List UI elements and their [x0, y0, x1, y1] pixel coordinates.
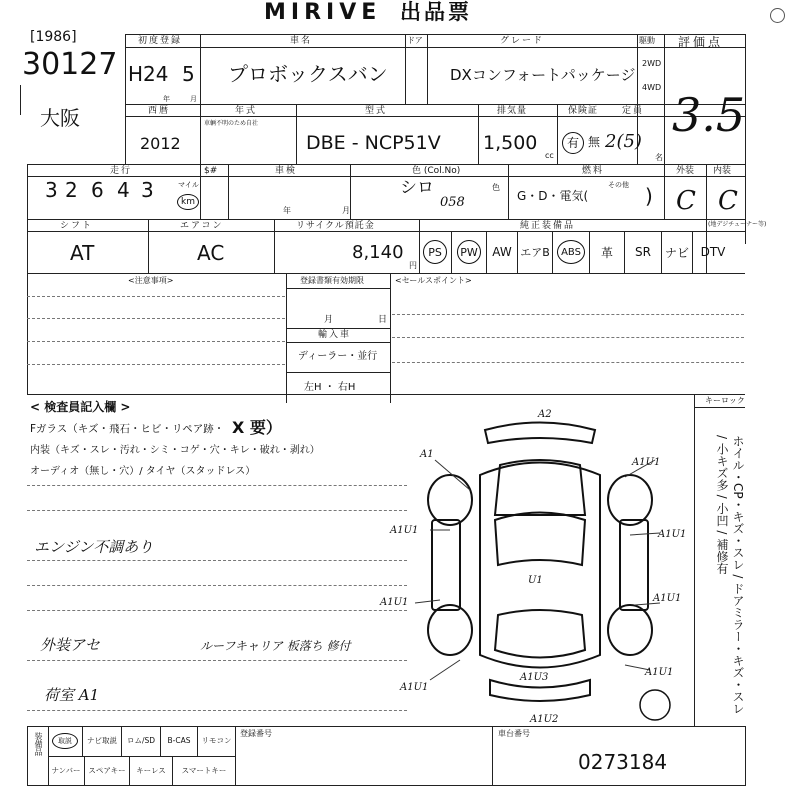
label-door: ドア — [407, 36, 423, 45]
equip-pw: PW — [452, 231, 487, 273]
side-damage-legend: ホイル・CP・キズ・スレ / ドアミラー・キズ・スレ / 小キズ多 / 小凹 / 補修有 — [715, 435, 745, 715]
fuel-close-paren: ) — [645, 184, 653, 208]
label-capacity: 定員 — [622, 106, 645, 116]
fuel-value: G・D・電気( — [517, 189, 589, 203]
shift-value: AT — [70, 241, 95, 265]
bottom-equip-navi-manual: ナビ取説 — [83, 726, 122, 756]
km-unit: km — [177, 194, 199, 210]
location: 大阪 — [40, 106, 80, 130]
damage-mark: A1 — [420, 449, 434, 460]
drive-4wd: 4WD — [642, 83, 662, 92]
label-shift: シフト — [60, 221, 94, 231]
equip-abs: ABS — [553, 231, 590, 273]
year-tag: [1986] — [30, 29, 77, 45]
form-title: 出品票 — [400, 0, 472, 24]
label-mileage: 走行 — [110, 166, 133, 176]
cc-unit: cc — [545, 151, 554, 160]
mileage-box — [45, 180, 175, 214]
score-value: 3.5 — [672, 88, 746, 142]
equip-navi: ナビ — [662, 231, 693, 273]
label-chassis: 車台番号 — [498, 729, 530, 738]
mileage-digit: 6 — [91, 178, 104, 202]
label-import: 輸入車 — [318, 330, 352, 340]
import-dealer: ディーラー・並行 — [298, 351, 378, 362]
equip-dtv: DTV — [700, 245, 726, 259]
bottom-equip-smart-key: スマートキー — [181, 766, 227, 775]
bottom-equip-row2 — [48, 757, 235, 785]
insurance-yes: 有 — [562, 132, 584, 154]
label-score: 評価点 — [678, 35, 724, 49]
label-reg-number: 登録番号 — [240, 729, 272, 738]
bottom-equip-remote: リモコン — [201, 736, 232, 745]
label-equip-side: 装備品 — [34, 732, 43, 756]
reg-note: 車輌不明のため自社 — [204, 120, 259, 127]
label-displacement: 排気量 — [497, 106, 528, 116]
label-sales-point: <セールスポイント> — [395, 276, 472, 285]
label-reg-deadline: 登録書類有効期限 — [300, 276, 364, 285]
equip-aw: AW — [487, 231, 518, 273]
damage-mark: A1U1 — [632, 457, 661, 468]
label-car-name: 車名 — [290, 36, 313, 46]
label-recycle: リサイクル預託金 — [296, 221, 375, 231]
insurance-no: 無 — [588, 135, 601, 149]
insp-month: 月 — [342, 206, 350, 215]
deadline-day: 日 — [378, 315, 388, 325]
exterior-value: C — [676, 186, 696, 216]
first-reg-era: H24 — [128, 62, 169, 86]
person-unit: 名 — [655, 153, 663, 162]
label-equipment: 純正装備品 — [520, 221, 576, 231]
label-exterior: 外装 — [676, 166, 695, 176]
bottom-equip-rom: ロム/SD — [122, 726, 161, 756]
handwritten-roof-carrier-note: ルーフキャリア 板落ち 修付 — [200, 639, 351, 653]
model-code: DBE - NCP51V — [306, 132, 441, 154]
deadline-month: 月 — [324, 315, 334, 325]
inspect-glass-mark: X 要） — [232, 418, 282, 437]
handwritten-cargo-note: 荷室 A1 — [44, 686, 100, 704]
damage-mark: A1U1 — [658, 529, 687, 540]
interior-value: C — [718, 186, 738, 216]
label-inspection: 車検 — [275, 166, 298, 176]
hole-mark — [770, 8, 785, 23]
damage-mark: A1U1 — [645, 667, 674, 678]
mileage-digit: 3 — [141, 178, 154, 202]
label-insurance: 保険証 — [568, 106, 599, 116]
inspect-interior: 内装（キズ・スレ・汚れ・シミ・コゲ・穴・キレ・破れ・剥れ） — [30, 445, 320, 456]
damage-mark: A1U2 — [530, 714, 559, 725]
label-notes: <注意事項> — [128, 276, 174, 285]
bottom-equip-plate: ナンバー — [48, 757, 85, 785]
label-fuel: 燃料 — [582, 166, 605, 176]
mileage-digit: 2 — [65, 178, 78, 202]
damage-mark: A1U1 — [653, 593, 682, 604]
damage-mark: U1 — [528, 575, 543, 586]
damage-mark: A1U1 — [400, 682, 429, 693]
color-value: シロ — [400, 178, 434, 198]
label-interior: 内装 — [713, 166, 732, 176]
color-char: 色 — [492, 183, 500, 192]
displacement-value: 1,500 — [483, 132, 538, 154]
label-aircon: エアコン — [180, 221, 224, 231]
label-year-small: 年 — [163, 95, 170, 103]
damage-mark: A1U1 — [390, 525, 419, 536]
inspect-audio-tire: オーディオ（無し・穴）/ タイヤ（スタッドレス） — [30, 466, 256, 477]
label-model: 型式 — [365, 106, 388, 116]
damage-mark: A1U3 — [520, 672, 549, 683]
chassis-number: 0273184 — [578, 750, 668, 774]
label-model-year: 年式 — [235, 106, 258, 116]
equip-airbag: エアB — [518, 231, 553, 273]
equipment-row — [419, 231, 745, 273]
nav-tuner-note: (地デジチューナー等) — [708, 221, 767, 228]
label-month-small: 月 — [190, 95, 197, 103]
lot-number: 30127 — [22, 47, 118, 82]
recycle-value: 8,140 — [352, 242, 404, 263]
damage-mark: A2 — [538, 409, 552, 420]
label-color: 色 (Col.No) — [412, 166, 461, 176]
insp-year: 年 — [283, 206, 291, 215]
car-name: プロボックスバン — [228, 62, 388, 86]
capacity-value: 2(5) — [605, 131, 642, 152]
equip-leather: 革 — [590, 231, 625, 273]
western-year: 2012 — [140, 134, 181, 153]
label-dollar-meter: $# — [204, 166, 218, 176]
label-inspector: < 検査員記入欄 > — [30, 400, 131, 414]
label-grade: グレード — [500, 36, 545, 46]
equip-sr: SR — [625, 231, 662, 273]
mile-unit: マイル — [178, 181, 199, 189]
bottom-equip-row1 — [48, 726, 235, 756]
bottom-equip-keyless: キーレス — [130, 757, 173, 785]
equip-ps: PS — [419, 231, 452, 273]
label-key-lock: キーロック — [705, 396, 745, 405]
label-western: 西暦 — [148, 106, 171, 116]
damage-mark: A1U1 — [380, 597, 409, 608]
bottom-equip-spare-key: スペアキー — [85, 757, 130, 785]
fuel-other: その他 — [608, 181, 629, 189]
grade-value: DXコンフォートパッケージ — [450, 66, 636, 84]
mileage-digit: 3 — [45, 178, 58, 202]
label-drive: 駆動 — [639, 36, 655, 45]
inspect-glass: Fガラス（キズ・飛石・ヒビ・リペア跡・ — [30, 423, 225, 435]
bottom-equip-manual: 取説 — [48, 726, 83, 756]
car-damage-diagram — [370, 405, 690, 725]
handwritten-exterior-note: 外装アセ — [40, 636, 100, 654]
first-reg-month: 5 — [182, 62, 195, 86]
mileage-digit: 4 — [117, 178, 130, 202]
handwritten-engine-note: エンジン不調あり — [34, 538, 154, 556]
import-hand: 左H ・ 右H — [304, 382, 356, 393]
drive-2wd: 2WD — [642, 59, 662, 68]
bottom-equip-bcas: B-CAS — [161, 726, 198, 756]
brand-logo: MIRIVE — [264, 0, 382, 25]
color-number: 058 — [440, 195, 465, 210]
label-first-reg: 初度登録 — [138, 36, 183, 46]
aircon-value: AC — [197, 241, 225, 265]
yen-unit: 円 — [409, 261, 417, 270]
